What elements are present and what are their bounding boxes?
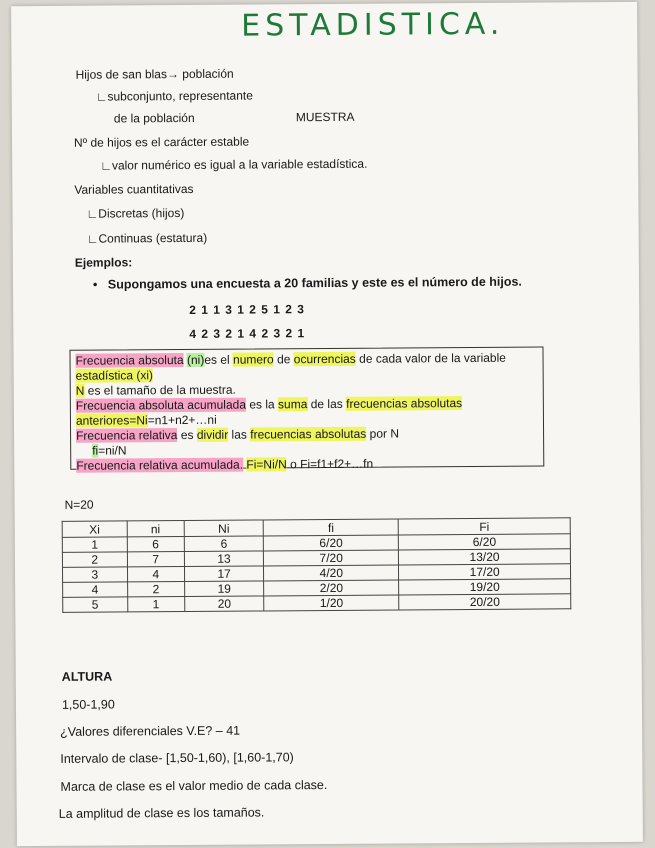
altura-heading: ALTURA — [61, 669, 113, 684]
table-cell: 17/20 — [399, 564, 571, 580]
table-row — [63, 594, 571, 613]
table-cell: 17 — [184, 566, 264, 582]
table-cell: 13 — [184, 551, 264, 567]
table-cell: 6 — [127, 537, 184, 552]
table-cell: 5 — [63, 597, 128, 612]
bullet-item — [93, 275, 522, 292]
table-cell: 1/20 — [264, 595, 399, 611]
table-cell: 1 — [127, 596, 184, 611]
column-header: Fi — [398, 518, 570, 535]
column-header: Xi — [62, 521, 127, 537]
definition-line-1: Frecuencia absoluta (ni)es el numero de ocurrencias de cada valor de la variable — [75, 350, 506, 368]
definition-line-7: fi=ni/N — [92, 443, 127, 458]
table-cell: 4 — [63, 582, 128, 597]
notebook-page — [11, 2, 643, 846]
note-line: de la población — [113, 110, 195, 126]
altura-line: 1,50-1,90 — [61, 697, 115, 712]
table-cell: 1 — [62, 537, 127, 552]
table-cell: 19/20 — [399, 579, 571, 595]
bullet-text: Supongamos una encuesta a 20 familias y este es el número de hijos. — [107, 274, 522, 292]
column-header: fi — [264, 519, 399, 536]
table-cell: 2/20 — [264, 580, 399, 596]
sample-label: MUESTRA — [295, 109, 355, 125]
definition-line-8: Frecuencia relativa acumulada. Fi=Ni/N o Fi=f1+f2+…fn — [76, 456, 374, 473]
table-cell: 4/20 — [264, 565, 399, 581]
examples-heading: Ejemplos: — [74, 255, 133, 270]
altura-line: ¿Valores diferenciales V.E? – 41 — [60, 723, 241, 739]
table-cell: 13/20 — [399, 549, 571, 565]
table-cell: 7 — [127, 551, 184, 566]
table-cell: 19 — [184, 581, 264, 597]
frequency-table — [62, 517, 572, 613]
table-cell: 3 — [62, 567, 127, 582]
table-cell: 2 — [127, 581, 184, 596]
note-line: ∟Continuas (estatura) — [86, 230, 208, 246]
data-row-2: 4 2 3 2 1 4 2 3 2 1 — [189, 326, 306, 341]
table-cell: 6/20 — [398, 534, 570, 550]
column-header: Ni — [184, 520, 264, 537]
definitions-box — [69, 346, 544, 473]
bullet-dot-icon: • — [92, 277, 98, 292]
table-cell: 2 — [62, 552, 127, 567]
data-row-1: 2 1 1 3 1 2 5 1 2 3 — [189, 302, 305, 317]
definition-line-6: Frecuencia relativa es dividir las frecuencias absolutas por N — [76, 426, 400, 443]
table-cell: 7/20 — [264, 550, 399, 566]
definition-line-3: N es el tamaño de la muestra. — [75, 382, 236, 398]
table-cell: 20 — [185, 596, 265, 612]
table-cell: 4 — [127, 566, 184, 581]
altura-line: Marca de clase es el valor medio de cada clase. — [60, 778, 328, 794]
note-line: Hijos de san blas→ población — [75, 66, 234, 82]
note-line: ∟Discretas (hijos) — [86, 205, 185, 221]
table-cell: 6/20 — [264, 535, 399, 551]
column-header: ni — [127, 521, 184, 537]
note-line: Nº de hijos es el carácter estable — [73, 134, 250, 150]
table-cell: 6 — [184, 536, 264, 552]
altura-line: La amplitud de clase es los tamaños. — [58, 805, 265, 821]
definition-line-5: anteriores=Ni=n1+n2+…ni — [75, 412, 217, 428]
note-line: Variables cuantitativas — [74, 181, 194, 197]
altura-line: Intervalo de clase- [1,50-1,60), [1,60-1,70) — [60, 750, 294, 766]
table-cell: 20/20 — [399, 594, 571, 610]
page-title: ESTADISTICA. — [241, 6, 505, 44]
note-line: ∟valor numérico es igual a la variable estadística. — [100, 156, 368, 173]
note-line: ∟subconjunto, representante — [95, 88, 253, 104]
sample-size-label: N=20 — [64, 497, 94, 512]
definition-line-2: estadística (xi) — [75, 368, 154, 383]
definition-line-4: Frecuencia absoluta acumulada es la suma de las frecuencias absolutas — [75, 396, 463, 413]
